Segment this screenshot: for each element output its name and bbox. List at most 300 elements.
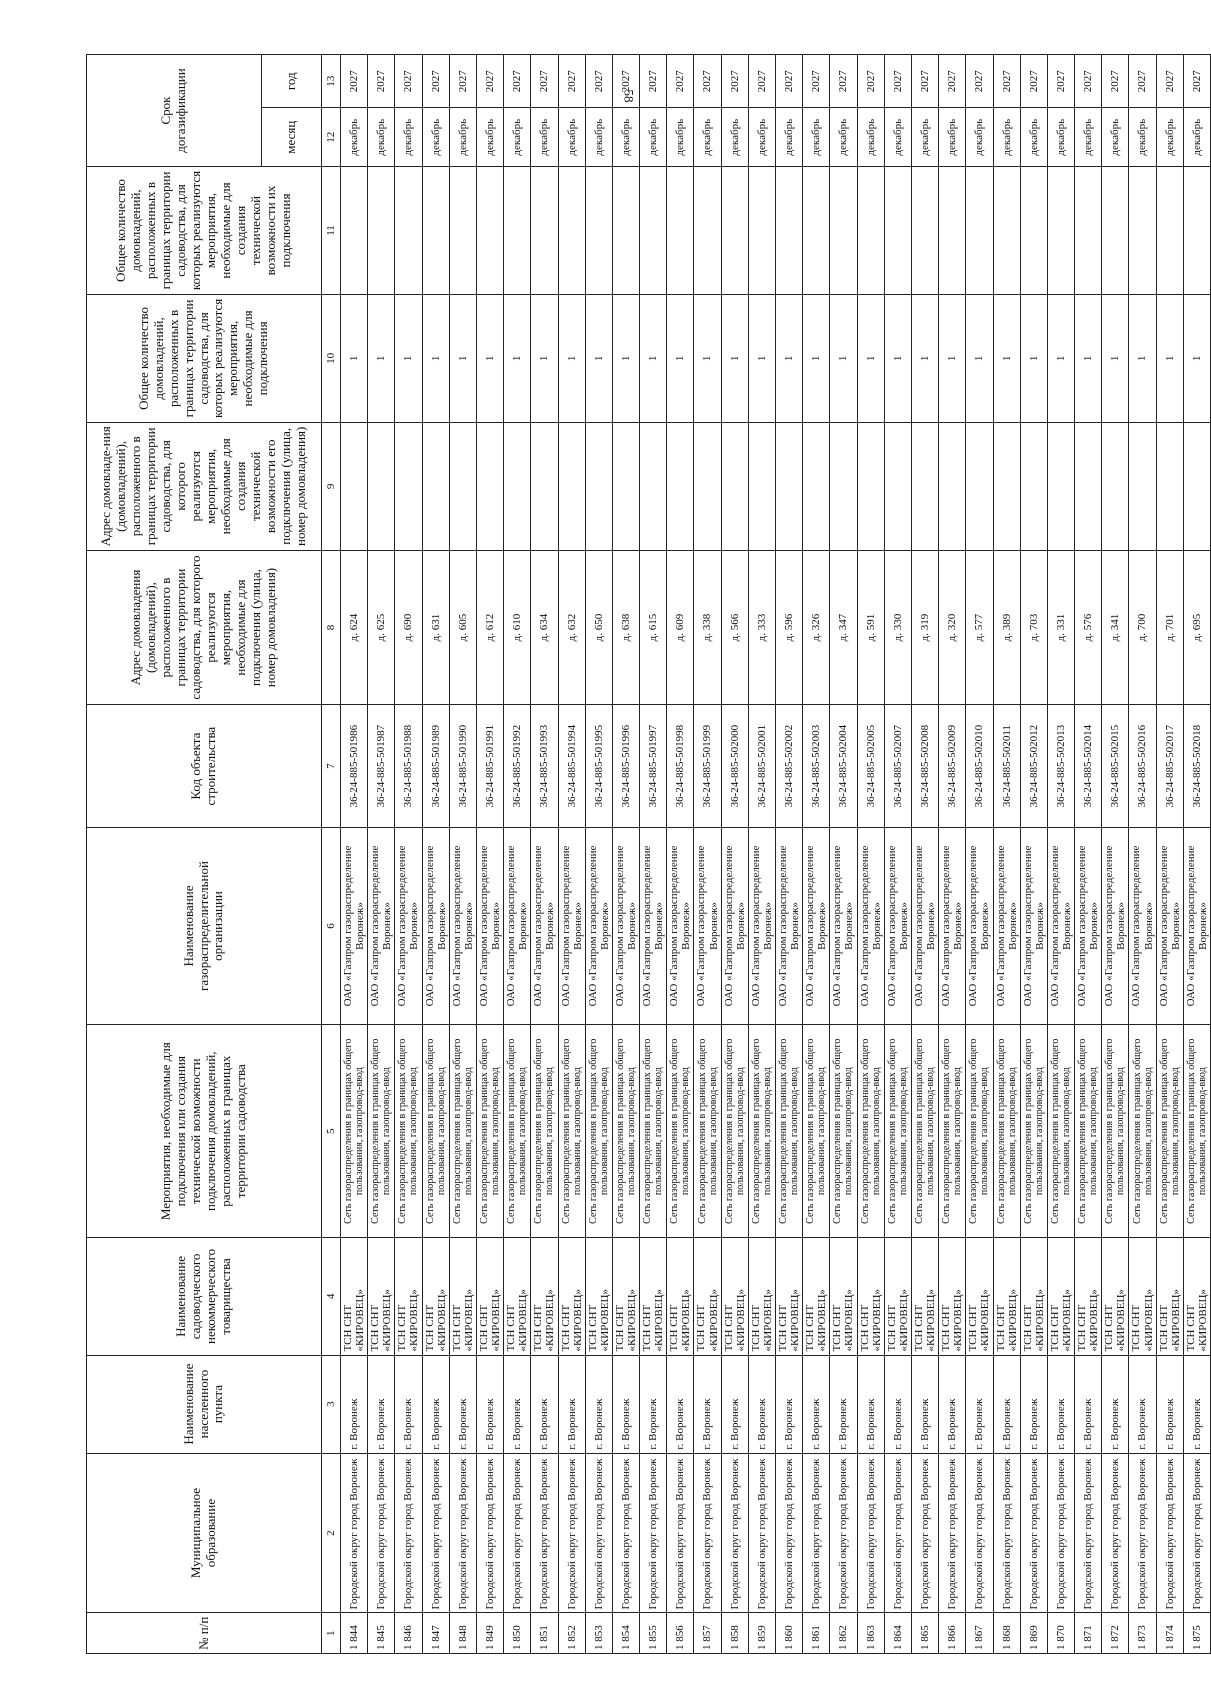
cell-c12: декабрь — [612, 108, 639, 167]
table-row — [939, 55, 966, 1654]
cell-c9 — [640, 422, 667, 550]
cell-c5: Сеть газораспределения в границах общего пользования, газопровод-ввод — [1020, 1025, 1047, 1238]
cell-c6: ОАО «Газпром газораспределение Воронеж» — [694, 827, 721, 1024]
cell-c11 — [476, 167, 503, 295]
cell-c9 — [1156, 422, 1183, 550]
header-c12: месяц — [262, 108, 322, 167]
cell-c13: 2027 — [1047, 55, 1074, 108]
cell-c1: 1 871 — [1075, 1613, 1102, 1654]
cell-c7: 36-24-885-501995 — [585, 705, 612, 828]
cell-c13: 2027 — [721, 55, 748, 108]
cell-c10: 1 — [830, 294, 857, 422]
cell-c12: декабрь — [911, 108, 938, 167]
cell-c4: ТСН СНТ «КИРОВЕЦ» — [531, 1238, 558, 1355]
cell-c1: 1 861 — [803, 1613, 830, 1654]
cell-c4: ТСН СНТ «КИРОВЕЦ» — [993, 1238, 1020, 1355]
cell-c1: 1 863 — [857, 1613, 884, 1654]
cell-c7: 36-24-885-502003 — [803, 705, 830, 828]
cell-c3: г. Воронеж — [1183, 1355, 1210, 1453]
cell-c2: Городской округ город Воронеж — [667, 1453, 694, 1613]
cell-c12: декабрь — [504, 108, 531, 167]
cell-c2: Городской округ город Воронеж — [857, 1453, 884, 1613]
cell-c10: 1 — [993, 294, 1020, 422]
cell-c9 — [803, 422, 830, 550]
cell-c1: 1 858 — [721, 1613, 748, 1654]
cell-c13: 2027 — [776, 55, 803, 108]
cell-c1: 1 862 — [830, 1613, 857, 1654]
cell-c11 — [857, 167, 884, 295]
cell-c7: 36-24-885-502012 — [1020, 705, 1047, 828]
cell-c7: 36-24-885-501998 — [667, 705, 694, 828]
table-row — [612, 55, 639, 1654]
cell-c4: ТСН СНТ «КИРОВЕЦ» — [368, 1238, 395, 1355]
cell-c2: Городской округ город Воронеж — [1075, 1453, 1102, 1613]
cell-c1: 1 847 — [422, 1613, 449, 1654]
cell-c11 — [585, 167, 612, 295]
cell-c4: ТСН СНТ «КИРОВЕЦ» — [395, 1238, 422, 1355]
cell-c4: ТСН СНТ «КИРОВЕЦ» — [476, 1238, 503, 1355]
cell-c6: ОАО «Газпром газораспределение Воронеж» — [830, 827, 857, 1024]
cell-c4: ТСН СНТ «КИРОВЕЦ» — [1156, 1238, 1183, 1355]
cell-c7: 36-24-885-501988 — [395, 705, 422, 828]
cell-c13: 2027 — [640, 55, 667, 108]
cell-c13: 2027 — [803, 55, 830, 108]
cell-c1: 1 846 — [395, 1613, 422, 1654]
header-c5: Мероприятия, необходимые для подключения или создания технической возможности подключения домовладений, расположенных в границах территории садоводства — [87, 1025, 322, 1238]
cell-c5: Сеть газораспределения в границах общего пользования, газопровод-ввод — [640, 1025, 667, 1238]
column-number: 5 — [322, 1025, 341, 1238]
cell-c6: ОАО «Газпром газораспределение Воронеж» — [721, 827, 748, 1024]
cell-c1: 1 848 — [449, 1613, 476, 1654]
cell-c1: 1 873 — [1129, 1613, 1156, 1654]
cell-c2: Городской округ город Воронеж — [1129, 1453, 1156, 1613]
cell-c2: Городской округ город Воронеж — [1047, 1453, 1074, 1613]
cell-c2: Городской округ город Воронеж — [1183, 1453, 1210, 1613]
cell-c2: Городской округ город Воронеж — [612, 1453, 639, 1613]
table-row — [966, 55, 993, 1654]
cell-c1: 1 849 — [476, 1613, 503, 1654]
cell-c11 — [911, 167, 938, 295]
cell-c4: ТСН СНТ «КИРОВЕЦ» — [857, 1238, 884, 1355]
column-number-row — [322, 55, 341, 1654]
cell-c4: ТСН СНТ «КИРОВЕЦ» — [1075, 1238, 1102, 1355]
cell-c12: декабрь — [341, 108, 368, 167]
cell-c2: Городской округ город Воронеж — [341, 1453, 368, 1613]
cell-c13: 2027 — [368, 55, 395, 108]
cell-c7: 36-24-885-501987 — [368, 705, 395, 828]
table-row — [368, 55, 395, 1654]
cell-c3: г. Воронеж — [667, 1355, 694, 1453]
cell-c4: ТСН СНТ «КИРОВЕЦ» — [612, 1238, 639, 1355]
cell-c2: Городской округ город Воронеж — [993, 1453, 1020, 1613]
cell-c1: 1 870 — [1047, 1613, 1074, 1654]
cell-c11 — [1047, 167, 1074, 295]
cell-c6: ОАО «Газпром газораспределение Воронеж» — [531, 827, 558, 1024]
cell-c5: Сеть газораспределения в границах общего пользования, газопровод-ввод — [966, 1025, 993, 1238]
cell-c8: д. 320 — [939, 550, 966, 705]
table-row — [341, 55, 368, 1654]
cell-c2: Городской округ город Воронеж — [558, 1453, 585, 1613]
cell-c1: 1 853 — [585, 1613, 612, 1654]
cell-c10: 1 — [476, 294, 503, 422]
table-row — [1102, 55, 1129, 1654]
cell-c13: 2027 — [585, 55, 612, 108]
cell-c10: 1 — [585, 294, 612, 422]
cell-c11 — [776, 167, 803, 295]
cell-c13: 2027 — [531, 55, 558, 108]
cell-c8: д. 610 — [504, 550, 531, 705]
cell-c10: 1 — [939, 294, 966, 422]
header-deadline: Срок догазификации — [87, 55, 262, 167]
cell-c6: ОАО «Газпром газораспределение Воронеж» — [341, 827, 368, 1024]
cell-c1: 1 850 — [504, 1613, 531, 1654]
cell-c6: ОАО «Газпром газораспределение Воронеж» — [1075, 827, 1102, 1024]
cell-c8: д. 631 — [422, 550, 449, 705]
column-number: 8 — [322, 550, 341, 705]
cell-c9 — [531, 422, 558, 550]
cell-c10: 1 — [341, 294, 368, 422]
cell-c11 — [1075, 167, 1102, 295]
cell-c12: декабрь — [694, 108, 721, 167]
cell-c1: 1 866 — [939, 1613, 966, 1654]
cell-c4: ТСН СНТ «КИРОВЕЦ» — [776, 1238, 803, 1355]
cell-c3: г. Воронеж — [776, 1355, 803, 1453]
cell-c7: 36-24-885-501992 — [504, 705, 531, 828]
cell-c11 — [1020, 167, 1047, 295]
cell-c6: ОАО «Газпром газораспределение Воронеж» — [857, 827, 884, 1024]
cell-c5: Сеть газораспределения в границах общего пользования, газопровод-ввод — [993, 1025, 1020, 1238]
cell-c8: д. 333 — [748, 550, 775, 705]
cell-c1: 1 874 — [1156, 1613, 1183, 1654]
table-header — [87, 55, 341, 1654]
cell-c1: 1 854 — [612, 1613, 639, 1654]
cell-c13: 2027 — [966, 55, 993, 108]
cell-c10: 1 — [748, 294, 775, 422]
cell-c11 — [558, 167, 585, 295]
cell-c10: 1 — [612, 294, 639, 422]
cell-c12: декабрь — [803, 108, 830, 167]
cell-c8: д. 330 — [884, 550, 911, 705]
cell-c5: Сеть газораспределения в границах общего пользования, газопровод-ввод — [1183, 1025, 1210, 1238]
cell-c7: 36-24-885-501999 — [694, 705, 721, 828]
column-number: 2 — [322, 1453, 341, 1613]
cell-c6: ОАО «Газпром газораспределение Воронеж» — [667, 827, 694, 1024]
cell-c4: ТСН СНТ «КИРОВЕЦ» — [1102, 1238, 1129, 1355]
cell-c1: 1 852 — [558, 1613, 585, 1654]
cell-c2: Городской округ город Воронеж — [531, 1453, 558, 1613]
cell-c3: г. Воронеж — [1020, 1355, 1047, 1453]
gasification-table — [86, 54, 1211, 1654]
cell-c3: г. Воронеж — [1047, 1355, 1074, 1453]
cell-c11 — [721, 167, 748, 295]
cell-c10: 1 — [1129, 294, 1156, 422]
header-c8: Адрес домовладения (домовладений), расположенного в границах территории садоводства, для которого реализуются мероприятия, необходимые для подключения (улица, номер домовладения) — [87, 550, 322, 705]
cell-c6: ОАО «Газпром газораспределение Воронеж» — [1156, 827, 1183, 1024]
cell-c2: Городской округ город Воронеж — [395, 1453, 422, 1613]
cell-c4: ТСН СНТ «КИРОВЕЦ» — [694, 1238, 721, 1355]
cell-c1: 1 855 — [640, 1613, 667, 1654]
header-c13: год — [262, 55, 322, 108]
cell-c5: Сеть газораспределения в границах общего пользования, газопровод-ввод — [667, 1025, 694, 1238]
cell-c11 — [612, 167, 639, 295]
cell-c10: 1 — [422, 294, 449, 422]
table-row — [1183, 55, 1210, 1654]
cell-c2: Городской округ город Воронеж — [368, 1453, 395, 1613]
cell-c3: г. Воронеж — [694, 1355, 721, 1453]
cell-c1: 1 868 — [993, 1613, 1020, 1654]
cell-c12: декабрь — [993, 108, 1020, 167]
cell-c13: 2027 — [939, 55, 966, 108]
cell-c5: Сеть газораспределения в границах общего пользования, газопровод-ввод — [748, 1025, 775, 1238]
cell-c8: д. 577 — [966, 550, 993, 705]
cell-c4: ТСН СНТ «КИРОВЕЦ» — [422, 1238, 449, 1355]
header-c3: Наименование населенного пункта — [87, 1355, 322, 1453]
cell-c7: 36-24-885-502002 — [776, 705, 803, 828]
cell-c10: 1 — [395, 294, 422, 422]
cell-c11 — [341, 167, 368, 295]
rotated-table-wrapper — [86, 54, 1209, 1654]
cell-c4: ТСН СНТ «КИРОВЕЦ» — [341, 1238, 368, 1355]
cell-c7: 36-24-885-501994 — [558, 705, 585, 828]
cell-c13: 2027 — [911, 55, 938, 108]
cell-c4: ТСН СНТ «КИРОВЕЦ» — [748, 1238, 775, 1355]
cell-c7: 36-24-885-502011 — [993, 705, 1020, 828]
cell-c10: 1 — [558, 294, 585, 422]
cell-c4: ТСН СНТ «КИРОВЕЦ» — [966, 1238, 993, 1355]
cell-c3: г. Воронеж — [341, 1355, 368, 1453]
cell-c4: ТСН СНТ «КИРОВЕЦ» — [1129, 1238, 1156, 1355]
cell-c9 — [585, 422, 612, 550]
cell-c13: 2027 — [395, 55, 422, 108]
cell-c12: декабрь — [966, 108, 993, 167]
cell-c2: Городской округ город Воронеж — [911, 1453, 938, 1613]
cell-c9 — [939, 422, 966, 550]
cell-c8: д. 701 — [1156, 550, 1183, 705]
table-row — [395, 55, 422, 1654]
cell-c12: декабрь — [884, 108, 911, 167]
cell-c5: Сеть газораспределения в границах общего пользования, газопровод-ввод — [776, 1025, 803, 1238]
cell-c1: 1 864 — [884, 1613, 911, 1654]
column-number: 4 — [322, 1238, 341, 1355]
cell-c6: ОАО «Газпром газораспределение Воронеж» — [449, 827, 476, 1024]
cell-c2: Городской округ город Воронеж — [449, 1453, 476, 1613]
cell-c10: 1 — [1183, 294, 1210, 422]
table-row — [1156, 55, 1183, 1654]
cell-c9 — [368, 422, 395, 550]
table-row — [721, 55, 748, 1654]
cell-c1: 1 859 — [748, 1613, 775, 1654]
cell-c8: д. 703 — [1020, 550, 1047, 705]
cell-c5: Сеть газораспределения в границах общего пользования, газопровод-ввод — [694, 1025, 721, 1238]
cell-c1: 1 844 — [341, 1613, 368, 1654]
cell-c9 — [422, 422, 449, 550]
cell-c3: г. Воронеж — [1156, 1355, 1183, 1453]
cell-c6: ОАО «Газпром газораспределение Воронеж» — [1020, 827, 1047, 1024]
table-body — [341, 55, 1211, 1654]
cell-c3: г. Воронеж — [585, 1355, 612, 1453]
cell-c7: 36-24-885-501991 — [476, 705, 503, 828]
cell-c12: декабрь — [558, 108, 585, 167]
cell-c2: Городской округ город Воронеж — [966, 1453, 993, 1613]
cell-c3: г. Воронеж — [966, 1355, 993, 1453]
table-row — [857, 55, 884, 1654]
cell-c8: д. 615 — [640, 550, 667, 705]
cell-c12: декабрь — [748, 108, 775, 167]
cell-c12: декабрь — [531, 108, 558, 167]
cell-c9 — [721, 422, 748, 550]
cell-c1: 1 867 — [966, 1613, 993, 1654]
cell-c10: 1 — [1075, 294, 1102, 422]
cell-c13: 2027 — [694, 55, 721, 108]
cell-c9 — [395, 422, 422, 550]
cell-c8: д. 690 — [395, 550, 422, 705]
table-row — [694, 55, 721, 1654]
cell-c5: Сеть газораспределения в границах общего пользования, газопровод-ввод — [341, 1025, 368, 1238]
cell-c6: ОАО «Газпром газораспределение Воронеж» — [1047, 827, 1074, 1024]
cell-c2: Городской округ город Воронеж — [585, 1453, 612, 1613]
table-row — [558, 55, 585, 1654]
cell-c11 — [694, 167, 721, 295]
cell-c4: ТСН СНТ «КИРОВЕЦ» — [558, 1238, 585, 1355]
cell-c5: Сеть газораспределения в границах общего пользования, газопровод-ввод — [1047, 1025, 1074, 1238]
header-c2: Муниципальное образование — [87, 1453, 322, 1613]
cell-c3: г. Воронеж — [721, 1355, 748, 1453]
cell-c4: ТСН СНТ «КИРОВЕЦ» — [504, 1238, 531, 1355]
table-row — [748, 55, 775, 1654]
cell-c5: Сеть газораспределения в границах общего пользования, газопровод-ввод — [803, 1025, 830, 1238]
cell-c13: 2027 — [830, 55, 857, 108]
table-row — [667, 55, 694, 1654]
table-row — [1020, 55, 1047, 1654]
cell-c11 — [1129, 167, 1156, 295]
table-row — [803, 55, 830, 1654]
cell-c7: 36-24-885-501997 — [640, 705, 667, 828]
cell-c6: ОАО «Газпром газораспределение Воронеж» — [640, 827, 667, 1024]
cell-c11 — [368, 167, 395, 295]
cell-c11 — [449, 167, 476, 295]
cell-c6: ОАО «Газпром газораспределение Воронеж» — [993, 827, 1020, 1024]
cell-c13: 2027 — [504, 55, 531, 108]
cell-c3: г. Воронеж — [422, 1355, 449, 1453]
cell-c8: д. 326 — [803, 550, 830, 705]
column-number: 1 — [322, 1613, 341, 1654]
cell-c1: 1 872 — [1102, 1613, 1129, 1654]
cell-c2: Городской округ город Воронеж — [422, 1453, 449, 1613]
cell-c13: 2027 — [857, 55, 884, 108]
cell-c5: Сеть газораспределения в границах общего пользования, газопровод-ввод — [721, 1025, 748, 1238]
cell-c6: ОАО «Газпром газораспределение Воронеж» — [504, 827, 531, 1024]
table-row — [993, 55, 1020, 1654]
cell-c13: 2027 — [748, 55, 775, 108]
cell-c3: г. Воронеж — [504, 1355, 531, 1453]
cell-c1: 1 875 — [1183, 1613, 1210, 1654]
cell-c12: декабрь — [857, 108, 884, 167]
cell-c1: 1 860 — [776, 1613, 803, 1654]
cell-c12: декабрь — [476, 108, 503, 167]
cell-c13: 2027 — [422, 55, 449, 108]
cell-c10: 1 — [803, 294, 830, 422]
cell-c6: ОАО «Газпром газораспределение Воронеж» — [776, 827, 803, 1024]
table-row — [776, 55, 803, 1654]
cell-c7: 36-24-885-501993 — [531, 705, 558, 828]
cell-c2: Городской округ город Воронеж — [1102, 1453, 1129, 1613]
table-row — [1047, 55, 1074, 1654]
cell-c9 — [612, 422, 639, 550]
table-row — [449, 55, 476, 1654]
cell-c8: д. 695 — [1183, 550, 1210, 705]
cell-c5: Сеть газораспределения в границах общего пользования, газопровод-ввод — [368, 1025, 395, 1238]
cell-c2: Городской округ город Воронеж — [694, 1453, 721, 1613]
cell-c9 — [449, 422, 476, 550]
cell-c5: Сеть газораспределения в границах общего пользования, газопровод-ввод — [1156, 1025, 1183, 1238]
cell-c9 — [857, 422, 884, 550]
cell-c2: Городской округ город Воронеж — [1156, 1453, 1183, 1613]
cell-c3: г. Воронеж — [748, 1355, 775, 1453]
cell-c3: г. Воронеж — [830, 1355, 857, 1453]
cell-c3: г. Воронеж — [884, 1355, 911, 1453]
cell-c10: 1 — [694, 294, 721, 422]
cell-c8: д. 331 — [1047, 550, 1074, 705]
cell-c11 — [830, 167, 857, 295]
cell-c2: Городской округ город Воронеж — [640, 1453, 667, 1613]
cell-c13: 2027 — [667, 55, 694, 108]
cell-c6: ОАО «Газпром газораспределение Воронеж» — [939, 827, 966, 1024]
cell-c5: Сеть газораспределения в границах общего пользования, газопровод-ввод — [1129, 1025, 1156, 1238]
cell-c11 — [1183, 167, 1210, 295]
cell-c8: д. 638 — [612, 550, 639, 705]
cell-c8: д. 612 — [476, 550, 503, 705]
cell-c10: 1 — [504, 294, 531, 422]
cell-c11 — [667, 167, 694, 295]
cell-c3: г. Воронеж — [911, 1355, 938, 1453]
cell-c5: Сеть газораспределения в границах общего пользования, газопровод-ввод — [884, 1025, 911, 1238]
cell-c9 — [667, 422, 694, 550]
cell-c8: д. 347 — [830, 550, 857, 705]
cell-c4: ТСН СНТ «КИРОВЕЦ» — [884, 1238, 911, 1355]
header-c9: Адрес домовладе-ния (домовладений), расположенного в границах территории садоводства, для которого реализуются мероприятия, необходимые для создания технической возможности его подключения (улица, номер домовладения) — [87, 422, 322, 550]
cell-c7: 36-24-885-502004 — [830, 705, 857, 828]
cell-c8: д. 634 — [531, 550, 558, 705]
cell-c10: 1 — [966, 294, 993, 422]
cell-c4: ТСН СНТ «КИРОВЕЦ» — [1047, 1238, 1074, 1355]
cell-c8: д. 566 — [721, 550, 748, 705]
cell-c11 — [504, 167, 531, 295]
cell-c10: 1 — [667, 294, 694, 422]
cell-c12: декабрь — [395, 108, 422, 167]
cell-c6: ОАО «Газпром газораспределение Воронеж» — [911, 827, 938, 1024]
cell-c3: г. Воронеж — [857, 1355, 884, 1453]
cell-c2: Городской округ город Воронеж — [939, 1453, 966, 1613]
cell-c10: 1 — [368, 294, 395, 422]
cell-c3: г. Воронеж — [803, 1355, 830, 1453]
cell-c12: декабрь — [1183, 108, 1210, 167]
cell-c8: д. 596 — [776, 550, 803, 705]
cell-c11 — [966, 167, 993, 295]
cell-c7: 36-24-885-501986 — [341, 705, 368, 828]
cell-c6: ОАО «Газпром газораспределение Воронеж» — [422, 827, 449, 1024]
cell-c6: ОАО «Газпром газораспределение Воронеж» — [1102, 827, 1129, 1024]
cell-c7: 36-24-885-502001 — [748, 705, 775, 828]
column-number: 3 — [322, 1355, 341, 1453]
table-row — [640, 55, 667, 1654]
cell-c6: ОАО «Газпром газораспределение Воронеж» — [803, 827, 830, 1024]
column-number: 10 — [322, 294, 341, 422]
cell-c7: 36-24-885-502014 — [1075, 705, 1102, 828]
cell-c1: 1 857 — [694, 1613, 721, 1654]
cell-c8: д. 591 — [857, 550, 884, 705]
cell-c7: 36-24-885-502010 — [966, 705, 993, 828]
cell-c4: ТСН СНТ «КИРОВЕЦ» — [911, 1238, 938, 1355]
